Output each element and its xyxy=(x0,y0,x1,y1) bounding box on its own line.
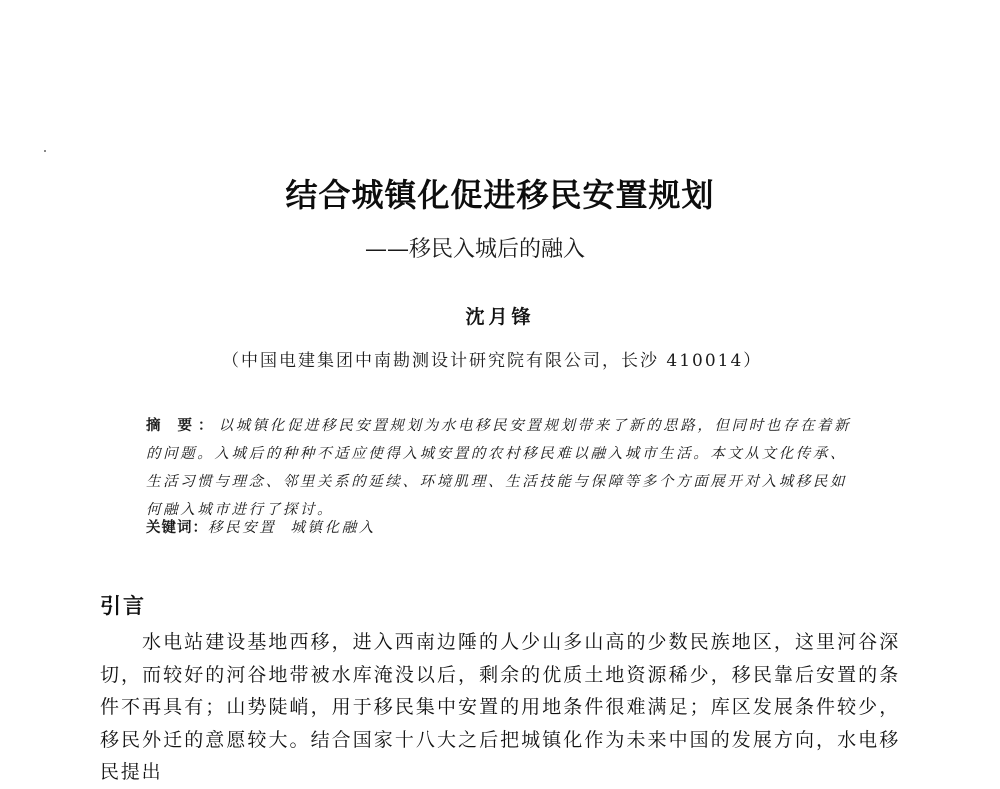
author-affiliation: （中国电建集团中南勘测设计研究院有限公司，长沙 410014） xyxy=(222,351,763,371)
section-heading: 引言 xyxy=(100,594,146,618)
paper-subtitle: ——移民入城后的融入 xyxy=(365,237,586,262)
keywords xyxy=(146,516,376,537)
abstract xyxy=(146,412,856,524)
keyword-item: 移民安置 xyxy=(208,520,277,536)
abstract-text: 以城镇化促进移民安置规划为水电移民安置规划带来了新的思路，但同时也存在着新的问题。入城后的种种不适应使得入城安置的农村移民难以融入城市生活。本文从文化传承、生活习惯与理念、邻里关系的延续、环境肌理、生活技能与保障等多个方面展开对入城移民如何融入城市进行了探讨。 xyxy=(146,418,852,518)
abstract-label: 摘 要： xyxy=(146,418,219,434)
body-paragraph: 水电站建设基地西移，进入西南边陲的人少山多山高的少数民族地区，这里河谷深切，而较好的河谷地带被水库淹没以后，剩余的优质土地资源稀少，移民靠后安置的条件不再具有；山势陡峭，用于移民集中安置的用地条件很难满足；库区发展条件较少，移民外迁的意愿较大。结合国家十八大之后把城镇化作为未来中国的发展方向，水电移民提出 xyxy=(100,631,900,783)
scan-speck xyxy=(44,150,46,152)
paper-title: 结合城镇化促进移民安置规划 xyxy=(285,176,715,214)
keywords-label: 关键词： xyxy=(146,520,208,536)
author-name: 沈月锋 xyxy=(465,306,535,328)
keyword-item: 城镇化融入 xyxy=(290,520,376,536)
